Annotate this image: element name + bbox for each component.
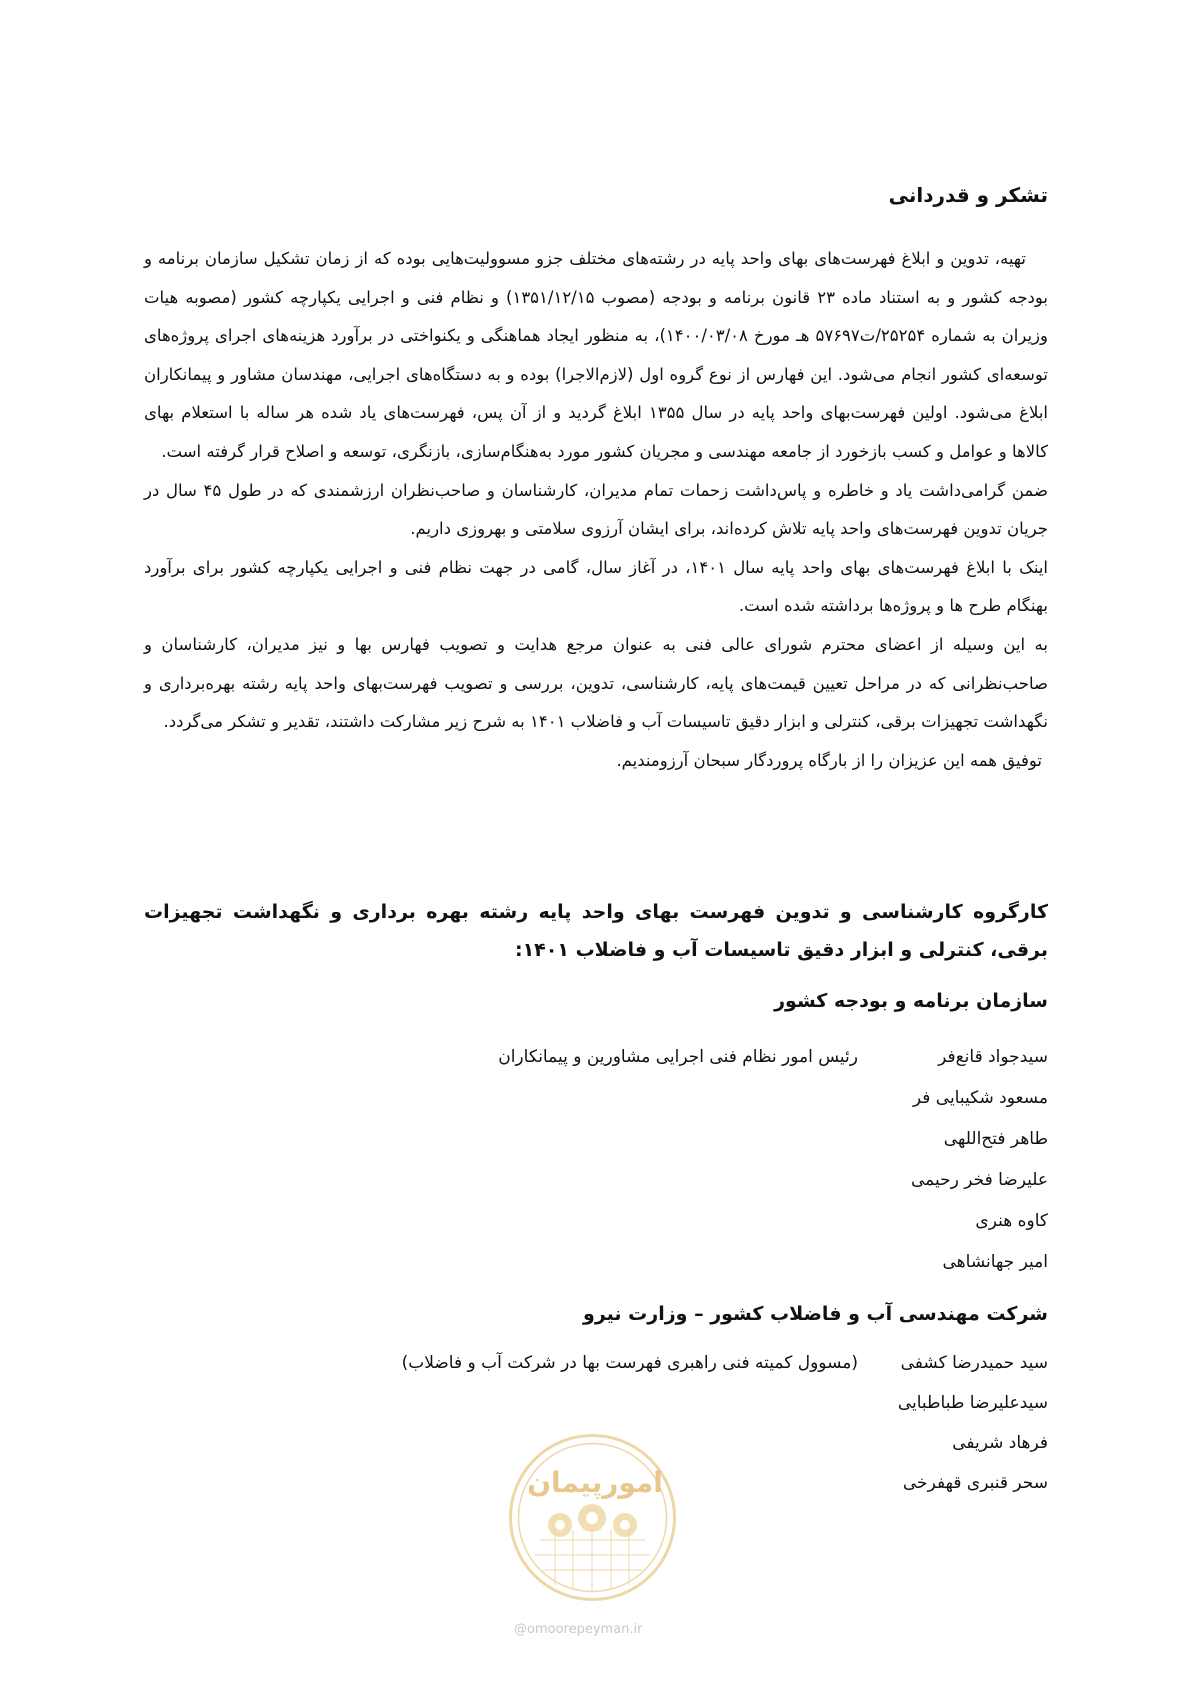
working-group-title: کارگروه کارشناسی و تدوین فهرست بهای واحد پایه رشته بهره برداری و نگهداشت تجهیزات برقی، کنترلی و ابزار دقیق تاسیسات آب و فاضلاب ۱۴۰۱: (144, 901, 1048, 961)
member-name: سیدعلیرضا طباطبایی (897, 1393, 1048, 1413)
member-row (144, 1077, 1048, 1118)
member-name: طاهر فتح‌اللهی (943, 1128, 1048, 1149)
member-name: علیرضا فخر رحیمی (910, 1169, 1048, 1190)
paragraph-1: تهیه، تدوین و ابلاغ فهرست‌های بهای واحد پایه در رشته‌های مختلف جزو مسوولیت‌هایی بوده که از زمان تشکیل سازمان برنامه و بودجه کشور و به استناد ماده ۲۳ قانون برنامه و بودجه (مصوب ۱۳۵۱/۱۲/۱۵) و نظام فنی و اجرایی یکپارچه کشور (مصوبه هیات وزیران به شماره ۲۵۲۵۴/ت۵۷۶۹۷ هـ مورخ ۱۴۰۰/۰۳/۰۸)، به منظور ایجاد هماهنگی و یکنواختی در برآورد هزینه‌های اجرای پروژه‌های توسعه‌ای کشور انجام می‌شود. این فهارس از نوع گروه اول (لازم‌الاجرا) بوده و به دستگاه‌های اجرایی، مهندسان مشاور و پیمانکاران ابلاغ می‌شود. اولین فهرست‌بهای واحد پایه در سال ۱۳۵۵ ابلاغ گردید و از آن پس، فهرست‌های یاد شده هر ساله با استعلام بهای کالاها و عوامل و کسب بازخورد از جامعه مهندسی و مجریان کشور مورد به‌هنگام‌سازی، بازنگری، توسعه و اصلاح قرار گرفته است. (144, 249, 1048, 461)
page-heading: تشکر و قدردانی (888, 183, 1048, 207)
member-row (144, 1159, 1048, 1200)
watermark-logo-icon (505, 1430, 680, 1605)
member-name: کاوه هنری (975, 1210, 1048, 1231)
svg-text:امورپیمان: امورپیمان (527, 1466, 663, 1499)
paragraph-5: توفیق همه این عزیزان را از بارگاه پروردگار سبحان آرزومندیم. (616, 750, 1042, 770)
member-row (144, 1200, 1048, 1241)
paragraph-3: اینک با ابلاغ فهرست‌های بهای واحد پایه سال ۱۴۰۱، در آغاز سال، گامی در جهت نظام فنی و اجرایی یکپارچه کشور برای برآورد بهنگام طرح ها و پروژه‌ها برداشته شده است. (144, 557, 1048, 616)
member-name: مسعود شکیبایی فر (912, 1087, 1048, 1108)
member-name: فرهاد شریفی (952, 1433, 1048, 1453)
org1-members (144, 1036, 1048, 1282)
member-row (144, 1343, 1048, 1383)
member-name: امیر جهانشاهی (942, 1251, 1048, 1272)
paragraph-4: به این وسیله از اعضای محترم شورای عالی فنی به عنوان مرجع هدایت و تصویب فهارس بها و نیز مدیران، کارشناسان و صاحب‌نظرانی که در مراحل تعیین قیمت‌های پایه، کارشناسی، تدوین، بررسی و تصویب فهرست‌بهای واحد پایه رشته بهره‌برداری و نگهداشت تجهیزات برقی، کنترلی و ابزار دقیق تاسیسات آب و فاضلاب ۱۴۰۱ به شرح زیر مشارکت داشتند، تقدیر و تشکر می‌گردد. (144, 634, 1048, 732)
member-role: رئیس امور نظام فنی اجرایی مشاورین و پیمانکاران (498, 1046, 858, 1067)
member-row (144, 1118, 1048, 1159)
paragraph-2: ضمن گرامی‌داشت یاد و خاطره و پاس‌داشت زحمات تمام مدیران، کارشناسان و صاحب‌نظران ارزشمندی که در طول ۴۵ سال در جریان تدوین فهرست‌های واحد پایه تلاش کرده‌اند، برای ایشان آرزوی سلامتی و بهروزی داریم. (144, 480, 1048, 539)
member-name: سیدجواد قانع‌فر (938, 1046, 1048, 1067)
member-name: سید حمیدرضا کشفی (900, 1353, 1048, 1373)
member-role: (مسوول کمیته فنی راهبری فهرست بها در شرکت آب و فاضلاب) (401, 1353, 858, 1373)
member-row (144, 1383, 1048, 1423)
member-name: سحر قنبری قهفرخی (902, 1473, 1048, 1493)
member-row (144, 1241, 1048, 1282)
watermark-url: @omoorepeyman.ir (514, 1622, 643, 1637)
org1-title: سازمان برنامه و بودجه کشور (774, 990, 1048, 1012)
member-row (144, 1036, 1048, 1077)
org2-title: شرکت مهندسی آب و فاضلاب کشور – وزارت نیرو (583, 1303, 1048, 1325)
intro-text (144, 240, 1048, 780)
